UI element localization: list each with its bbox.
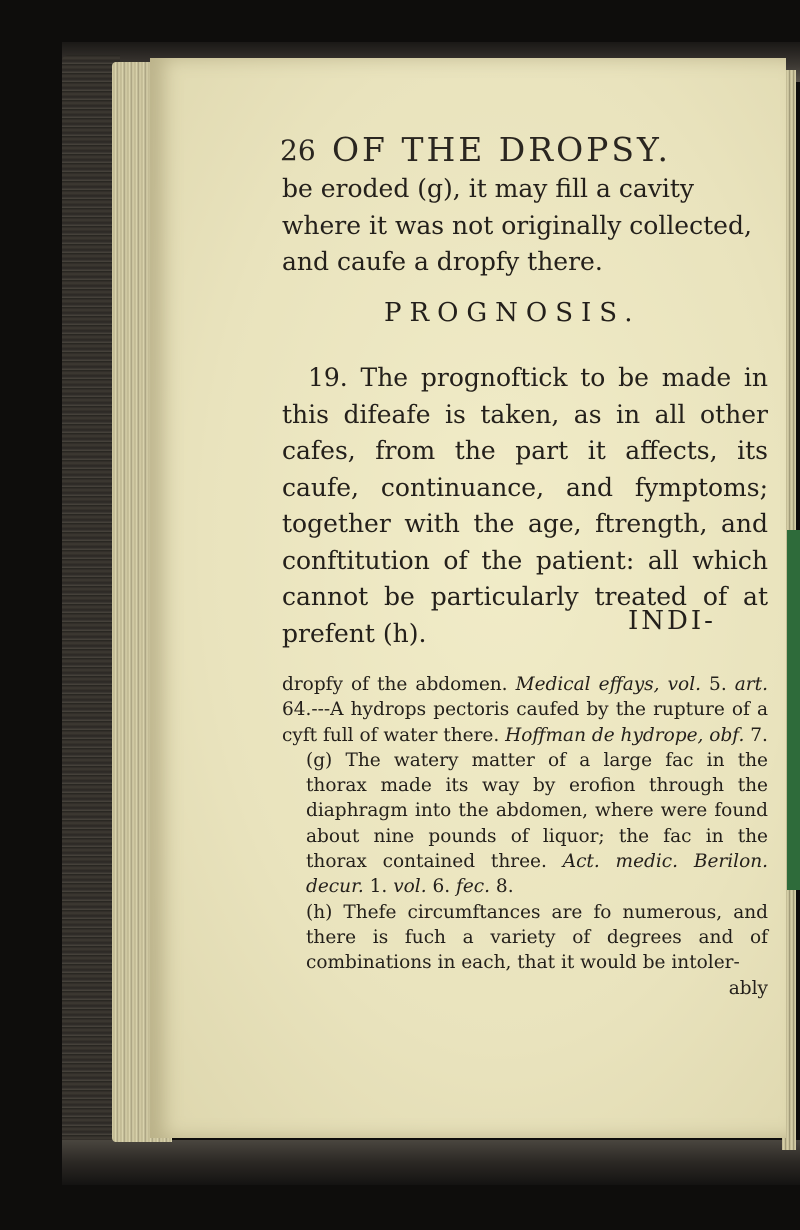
opening-lines: [282, 171, 768, 281]
page-number: 26: [280, 134, 316, 167]
footnotes: [282, 672, 768, 1001]
running-head: [280, 130, 760, 176]
section-heading: PROGNOSIS.: [384, 298, 641, 328]
text-line: be eroded (g), it may fill a cavity: [282, 174, 695, 203]
bookmark-ribbon: [787, 530, 800, 890]
text-line: and caufe a dropfy there.: [282, 247, 603, 276]
footnote-g: (g) The watery matter of a large fac in the thorax made its way by erofion through the diaphragm into the abdomen, where were found about nine pounds of liquor; the fac in the thorax contained three. Act. medic. Berilon. decur. 1. vol. 6. fec. 8.: [306, 749, 769, 898]
catchword: INDI-: [628, 606, 716, 636]
footnote-continued: dropfy of the abdomen. Medical effays, vol. 5. art. 64.---A hydrops pectoris caufed by the rupture of a cyft full of water there. Hoffman de hydrope, obf. 7.: [282, 674, 768, 746]
text-line: where it was not originally collected,: [282, 210, 752, 240]
paragraph-text: 19. The prognoftick to be made in this difeafe is taken, as in all other cafes, from the part it affects, its caufe, continuance, and fymptoms; together with the age, ftrength, and conftitution of the patient: all which cannot be particularly treated of at prefent (h).: [282, 363, 768, 648]
footnote-catchword: ably: [728, 977, 768, 999]
book-cover-bottom: [62, 1140, 800, 1185]
running-title: OF THE DROPSY.: [332, 130, 671, 169]
footnote-h: (h) Thefe circumftances are fo numerous, and there is fuch a variety of degrees and of combinations in each, that it would be intoler-: [306, 901, 768, 974]
